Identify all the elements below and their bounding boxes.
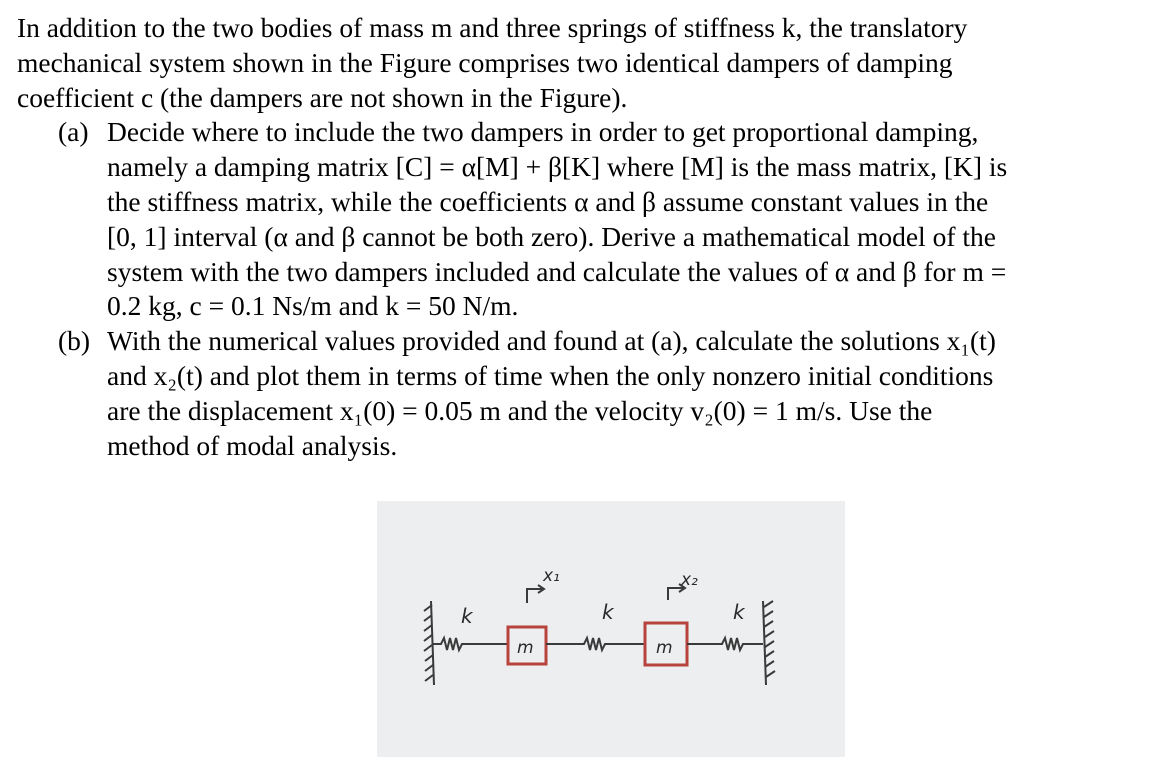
label-x1: x₁ <box>543 566 560 586</box>
label-k-middle: k <box>602 600 614 624</box>
part-b-line: and x₂(t) and plot them in terms of time when the only nonzero initial conditions <box>107 359 994 391</box>
part-a-line: namely a damping matrix [C] = α[M] + β[K] where [M] is the mass matrix, [K] is <box>107 151 1008 183</box>
problem-statement <box>17 11 1147 463</box>
part-a-line: Decide where to include the two dampers in order to get proportional damping, <box>107 116 979 148</box>
spring-left <box>433 638 508 650</box>
label-k-right: k <box>733 600 745 624</box>
x1-arrow <box>527 585 544 603</box>
part-b-line: method of modal analysis. <box>107 429 398 461</box>
intro-line: In addition to the two bodies of mass m and three springs of stiffness k, the translatory <box>17 12 968 43</box>
part-b-line: are the displacement x₁(0) = 0.05 m and the velocity v₂(0) = 1 m/s. Use the <box>107 394 933 426</box>
part-b <box>17 324 1147 463</box>
problem-intro <box>17 11 1147 115</box>
intro-line: mechanical system shown in the Figure comprises two identical dampers of damping <box>17 46 953 78</box>
part-a-tag: (a) <box>58 116 89 148</box>
label-x2: x₂ <box>681 570 698 590</box>
part-b-line: With the numerical values provided and found at (a), calculate the solutions x₁(t) <box>107 325 996 357</box>
part-a-line: system with the two dampers included and calculate the values of α and β for m = <box>107 255 1007 287</box>
part-a <box>17 115 1147 324</box>
part-b-tag: (b) <box>58 325 91 357</box>
label-k-left: k <box>461 604 473 628</box>
intro-line: coefficient c (the dampers are not shown in the Figure). <box>17 81 628 113</box>
part-a-line: the stiffness matrix, while the coefficients α and β assume constant values in the <box>107 185 989 217</box>
figure-drawing <box>377 501 845 757</box>
part-a-line: 0.2 kg, c = 0.1 Ns/m and k = 50 N/m. <box>107 290 519 322</box>
spring-right <box>687 638 763 650</box>
spring-middle <box>546 638 645 650</box>
left-wall <box>424 601 434 685</box>
mass-spring-figure <box>377 501 845 757</box>
part-a-line: [0, 1] interval (α and β cannot be both zero). Derive a mathematical model of the <box>107 220 996 252</box>
label-m-right: m <box>656 638 673 658</box>
label-m-left: m <box>517 638 534 658</box>
right-wall <box>763 601 775 685</box>
